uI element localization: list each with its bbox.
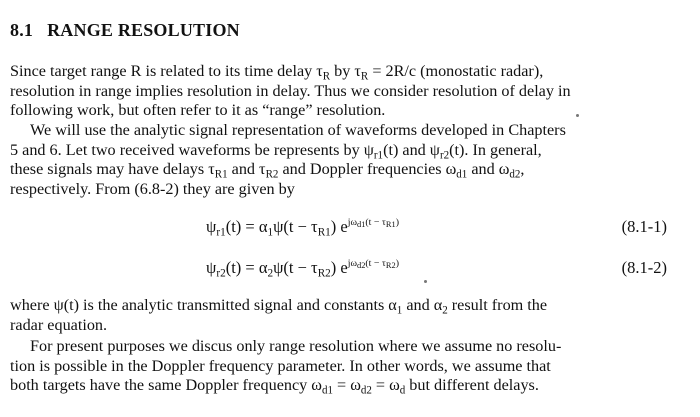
section-title: RANGE RESOLUTION	[47, 20, 240, 40]
text-line: radar equation.	[10, 315, 108, 334]
equation-8-1-1	[0, 217, 700, 239]
paragraph-analytic-signal	[10, 121, 686, 199]
section-heading	[10, 20, 240, 41]
print-speck	[424, 280, 427, 283]
text-line: 5 and 6. Let two received waveforms be represents by $\psi_{r1}(t)$ and $\psi_{r2}(t)$. In general,	[10, 140, 542, 161]
text-line: resolution in range implies resolution in delay. Thus we consider resolution of delay in	[10, 81, 571, 100]
text-line: Since target range R is related to its time delay $\tau_R$ by $\tau_R = 2R/c$ (monostatic radar),	[10, 62, 544, 83]
equation-body: $\psi_{r1}(t) = \alpha_1\psi(t - \tau_{R1})$ $e^{j\omega_{d1}(t - \tau_{R1})}$	[206, 217, 400, 239]
text-line: tion is possible in the Doppler frequency parameter. In other words, we assume that	[10, 356, 551, 375]
equation-number: (8.1-2)	[621, 258, 667, 277]
equation-body: $\psi_{r2}(t) = \alpha_2\psi(t - \tau_{R2})$ $e^{j\omega_{d2}(t - \tau_{R2})}$	[206, 258, 400, 280]
text-line: both targets have the same Doppler frequency $\omega_{d1} = \omega_{d2} = \omega_d$ but different delays.	[10, 376, 539, 397]
text-line: following work, but often refer to it as “range” resolution.	[10, 101, 386, 119]
text-line: For present purposes we discus only range resolution where we assume no resolu-	[30, 337, 562, 355]
equation-8-1-2	[0, 258, 700, 280]
section-number: 8.1	[10, 20, 34, 40]
text-line: where ψ(t) is the analytic transmitted signal and constants $\alpha_1$ and $\alpha_2$ result from the	[10, 296, 548, 317]
equation-number: (8.1-1)	[621, 217, 667, 236]
text-line: these signals may have delays $\tau_{R1}$ and $\tau_{R2}$ and Doppler frequencies $\omega_{d1}$ and $\omega_{d2}$,	[10, 160, 525, 181]
paragraph-intro	[10, 62, 686, 121]
print-speck	[576, 114, 579, 117]
paragraph-range-only	[10, 337, 686, 396]
text-line: respectively. From (6.8-2) they are given by	[10, 179, 295, 198]
paragraph-where	[10, 296, 686, 335]
text-line: We will use the analytic signal representation of waveforms developed in Chapters	[30, 121, 566, 139]
